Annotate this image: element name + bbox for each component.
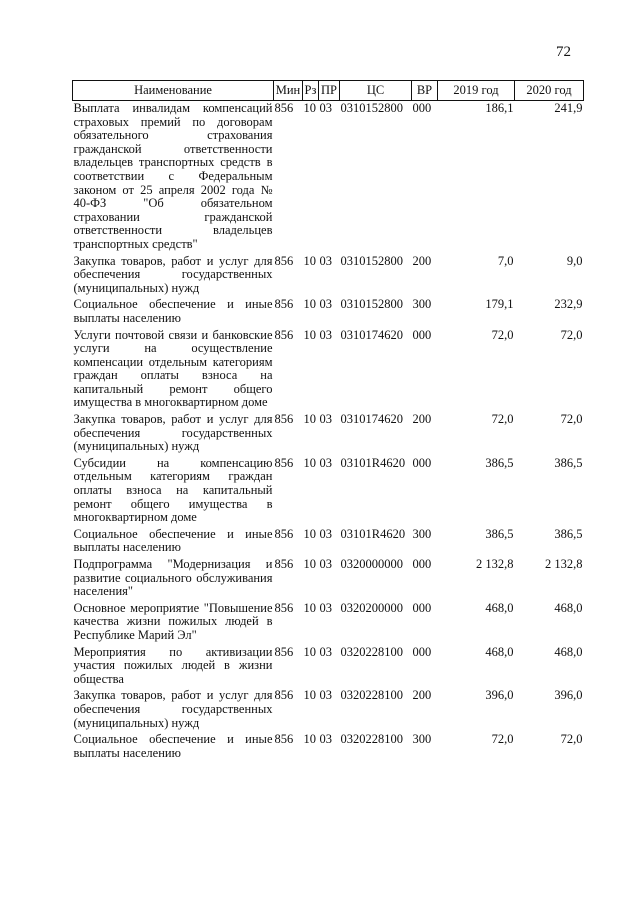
cell-rz: 10: [303, 688, 316, 703]
budget-table: [72, 80, 584, 762]
cell-rz: 10: [303, 297, 316, 312]
header-2019: 2019 год: [438, 81, 515, 101]
table-row: [73, 557, 584, 601]
cell-y2020: 72,0: [560, 732, 583, 747]
table-row: [73, 297, 584, 327]
cell-pr: 03: [319, 732, 332, 747]
table-row: [73, 527, 584, 557]
cell-cs: 0320228100: [340, 688, 403, 703]
cell-cs: 0310152800: [340, 297, 403, 312]
header-cs: ЦС: [340, 81, 412, 101]
header-pr: ПР: [319, 81, 340, 101]
cell-pr: 03: [319, 297, 332, 312]
table-row: [73, 456, 584, 527]
cell-min: 856: [274, 327, 294, 342]
cell-rz: 10: [303, 101, 316, 115]
cell-min: 856: [274, 557, 294, 571]
table-row: [73, 645, 584, 689]
page-number: 72: [556, 44, 571, 60]
cell-name: Субсидии на компенсацию отдельным категориям граждан оплаты взноса на капитальный ремонт общего имущества в многоквартирном доме: [73, 455, 273, 525]
cell-y2020: 2 132,8: [545, 557, 583, 571]
cell-y2020: 386,5: [554, 526, 583, 541]
cell-rz: 10: [303, 412, 316, 427]
cell-rz: 10: [303, 327, 316, 342]
cell-rz: 10: [303, 732, 316, 747]
cell-y2019: 72,0: [491, 412, 514, 427]
cell-y2020: 72,0: [560, 412, 583, 427]
cell-min: 856: [274, 297, 294, 312]
cell-rz: 10: [303, 600, 316, 615]
cell-min: 856: [274, 644, 294, 659]
header-rz: Рз: [303, 81, 319, 101]
cell-vr: 200: [412, 688, 432, 703]
cell-y2019: 72,0: [491, 327, 514, 342]
cell-name: Социальное обеспечение и иные выплаты населению: [73, 732, 273, 760]
cell-y2019: 468,0: [485, 644, 514, 659]
cell-name: Социальное обеспечение и иные выплаты населению: [73, 526, 273, 555]
table-row: [73, 688, 584, 732]
table-row: [73, 412, 584, 456]
cell-cs: 0320200000: [340, 600, 403, 615]
cell-vr: 000: [412, 600, 432, 615]
cell-min: 856: [274, 600, 294, 615]
cell-y2019: 186,1: [485, 101, 514, 115]
cell-y2020: 232,9: [554, 297, 583, 312]
cell-cs: 0310152800: [340, 101, 403, 115]
header-vr: ВР: [412, 81, 438, 101]
cell-name: Закупка товаров, работ и услуг для обеспечения государственных (муниципальных) нужд: [73, 253, 273, 295]
cell-name: Закупка товаров, работ и услуг для обеспечения государственных (муниципальных) нужд: [73, 688, 273, 730]
cell-y2019: 179,1: [485, 297, 514, 312]
cell-rz: 10: [303, 557, 316, 571]
cell-y2019: 396,0: [485, 688, 514, 703]
cell-y2020: 9,0: [566, 253, 583, 268]
cell-min: 856: [274, 412, 294, 427]
cell-pr: 03: [319, 557, 332, 571]
table-row: [73, 101, 584, 254]
cell-rz: 10: [303, 644, 316, 659]
cell-vr: 000: [412, 557, 432, 571]
cell-y2020: 72,0: [560, 327, 583, 342]
cell-cs: 0320000000: [340, 557, 403, 571]
cell-name: Социальное обеспечение и иные выплаты населению: [73, 297, 273, 325]
cell-vr: 000: [412, 327, 432, 342]
table-row: [73, 328, 584, 413]
cell-cs: 0320228100: [340, 644, 403, 659]
cell-name: Подпрограмма "Модернизация и развитие социального обслуживания населения": [73, 557, 273, 599]
cell-min: 856: [274, 253, 294, 268]
cell-pr: 03: [319, 253, 332, 268]
cell-y2020: 468,0: [554, 600, 583, 615]
cell-y2019: 468,0: [485, 600, 514, 615]
cell-y2020: 241,9: [554, 101, 583, 115]
cell-pr: 03: [319, 455, 332, 470]
cell-pr: 03: [319, 327, 332, 342]
header-name: Наименование: [73, 81, 274, 101]
cell-vr: 300: [412, 526, 432, 541]
cell-pr: 03: [319, 412, 332, 427]
cell-vr: 000: [412, 101, 432, 115]
cell-cs: 03101R4620: [340, 526, 406, 541]
cell-y2020: 396,0: [554, 688, 583, 703]
table-row: [73, 732, 584, 762]
cell-y2020: 468,0: [554, 644, 583, 659]
cell-min: 856: [274, 101, 294, 115]
cell-name: Закупка товаров, работ и услуг для обеспечения государственных (муниципальных) нужд: [73, 412, 273, 454]
cell-vr: 200: [412, 253, 432, 268]
cell-name: Мероприятия по активизации участия пожилых людей в жизни общества: [73, 644, 273, 686]
cell-y2020: 386,5: [554, 455, 583, 470]
cell-vr: 300: [412, 732, 432, 747]
cell-min: 856: [274, 455, 294, 470]
cell-rz: 10: [303, 455, 316, 470]
cell-vr: 200: [412, 412, 432, 427]
cell-vr: 300: [412, 297, 432, 312]
cell-pr: 03: [319, 688, 332, 703]
cell-cs: 03101R4620: [340, 455, 406, 470]
cell-cs: 0310174620: [340, 412, 403, 427]
table-header-row: [73, 81, 584, 101]
cell-y2019: 386,5: [485, 526, 514, 541]
cell-pr: 03: [319, 644, 332, 659]
cell-y2019: 2 132,8: [476, 557, 514, 571]
cell-cs: 0310174620: [340, 327, 403, 342]
cell-rz: 10: [303, 253, 316, 268]
cell-y2019: 7,0: [497, 253, 514, 268]
cell-cs: 0310152800: [340, 253, 403, 268]
cell-cs: 0320228100: [340, 732, 403, 747]
cell-min: 856: [274, 688, 294, 703]
cell-y2019: 386,5: [485, 455, 514, 470]
cell-vr: 000: [412, 644, 432, 659]
cell-name: Услуги почтовой связи и банковские услуги на осуществление компенсации отдельным категориям граждан оплаты взноса на капитальный ремонт общего имущества в многоквартирном доме: [73, 327, 273, 410]
table-row: [73, 601, 584, 645]
cell-min: 856: [274, 526, 294, 541]
cell-name: Выплата инвалидам компенсаций страховых премий по договорам обязательного страхования гражданской ответственности владельцев транспортных средств в соответствии с Федеральным законом от 25 апреля 2002 года № 40-ФЗ "Об обязательном страховании гражданской ответственности владельцев транспортных средств": [73, 101, 273, 251]
cell-min: 856: [274, 732, 294, 747]
cell-y2019: 72,0: [491, 732, 514, 747]
table-row: [73, 254, 584, 298]
cell-name: Основное мероприятие "Повышение качества жизни пожилых людей в Республике Марий Эл": [73, 600, 273, 642]
cell-vr: 000: [412, 455, 432, 470]
header-min: Мин: [274, 81, 303, 101]
header-2020: 2020 год: [515, 81, 584, 101]
cell-rz: 10: [303, 526, 316, 541]
cell-pr: 03: [319, 101, 332, 115]
cell-pr: 03: [319, 526, 332, 541]
cell-pr: 03: [319, 600, 332, 615]
